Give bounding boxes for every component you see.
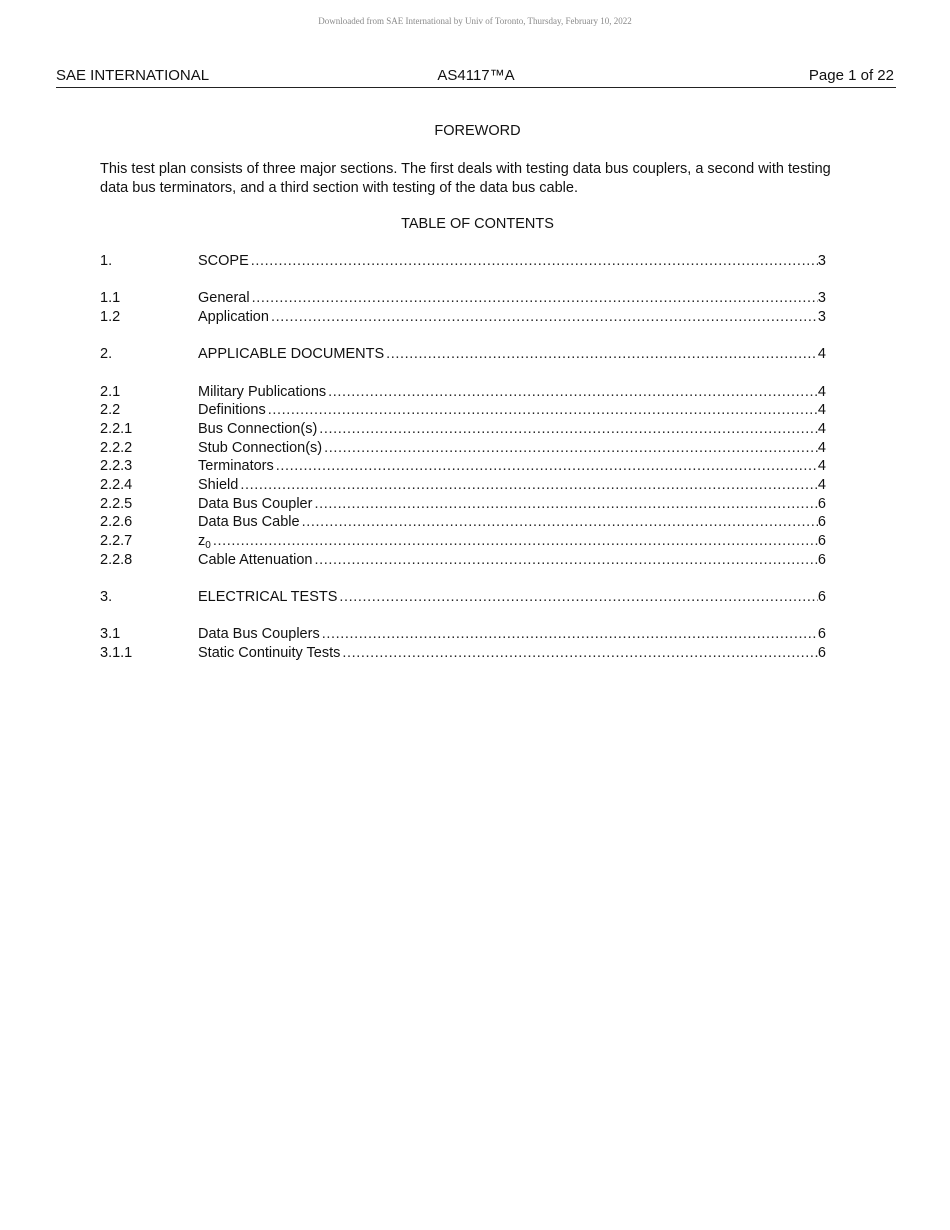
dot-leader [302,513,818,532]
toc-entry-number: 2.2.1 [100,420,133,437]
dot-leader [319,420,818,439]
toc-entry[interactable] [100,495,826,514]
toc-entry-title: General [198,290,250,307]
toc-entry-number: 2.2.2 [100,439,133,456]
toc-entry-number: 1. [100,253,113,269]
toc-entry-title: APPLICABLE DOCUMENTS [198,346,385,363]
toc-entry-number: 2.2.3 [100,458,133,475]
foreword-paragraph: This test plan consists of three major sections. The first deals with testing data bus couplers, a second with testing data bus terminators, and a third section with testing of the data bus cable. [100,161,831,196]
toc-entry-number: 3. [100,589,113,605]
toc-entry-page: 6 [817,514,826,531]
toc-entry[interactable] [100,513,826,532]
dot-leader [276,457,818,476]
toc-entry-title: SCOPE [198,253,249,269]
toc-entry-title: Application [198,308,269,325]
dot-leader [328,383,818,402]
dot-leader [324,439,818,458]
toc-entry-page: 4 [817,346,826,363]
toc-entry-number: 1.1 [100,290,121,307]
toc-entry-title [198,532,213,551]
dot-leader [386,345,818,364]
toc-entry-number: 2. [100,346,113,363]
toc-entry[interactable] [100,289,826,308]
toc-entry-title: Definitions [198,402,266,419]
dot-leader [252,289,818,308]
toc-entry[interactable] [100,457,826,476]
toc-entry-page: 6 [817,644,826,661]
toc-entry-title: Data Bus Couplers [198,626,320,643]
toc-entry-title: Stub Connection(s) [198,439,323,456]
organization-name: SAE INTERNATIONAL [56,67,210,84]
z-subscript: 0 [205,540,211,551]
dot-leader [342,644,818,663]
toc-entry[interactable] [100,439,826,458]
toc-entry[interactable] [100,476,826,495]
toc-entry-page: 6 [817,626,826,643]
toc-entry-page: 4 [817,383,826,400]
toc-entry-number: 2.2 [100,402,121,419]
toc-entry-title: Data Bus Cable [198,514,300,531]
toc-entry-page: 4 [817,476,826,493]
toc-entry-number: 2.2.5 [100,495,133,512]
toc-entry-number: 2.1 [100,383,121,400]
page-indicator: Page 1 of 22 [808,67,894,84]
toc-entry-number: 1.2 [100,308,121,325]
dot-leader [268,401,818,420]
toc-entry-page: 6 [817,551,826,568]
toc-entry-page: 6 [817,533,826,550]
toc-entry-number: 2.2.7 [100,533,133,550]
toc-entry-number: 2.2.8 [100,551,133,568]
toc-entry[interactable] [100,252,826,271]
foreword-heading: FOREWORD [434,123,521,139]
dot-leader [314,551,817,570]
toc-entry[interactable] [100,532,826,551]
toc-entry[interactable] [100,625,826,644]
toc-entry-title: Bus Connection(s) [198,420,318,437]
toc-entry-page: 6 [817,589,826,605]
toc-entry-page: 4 [817,458,826,475]
z-symbol: z [198,533,206,550]
dot-leader [213,532,818,551]
toc-entry-title: Data Bus Coupler [198,495,313,512]
table-of-contents [100,252,826,663]
dot-leader [322,625,818,644]
dot-leader [339,588,818,607]
toc-entry-page: 4 [817,402,826,419]
toc-entry[interactable] [100,383,826,402]
dot-leader [240,476,818,495]
toc-entry-number: 2.2.4 [100,476,133,493]
toc-entry-title: Shield [198,476,239,493]
dot-leader [251,252,818,271]
toc-entry-page: 3 [817,290,826,307]
dot-leader [271,308,818,327]
toc-entry-page: 4 [817,439,826,456]
toc-entry[interactable] [100,420,826,439]
toc-entry-title: ELECTRICAL TESTS [198,589,338,605]
toc-entry[interactable] [100,401,826,420]
page-header [56,67,896,88]
toc-entry[interactable] [100,308,826,327]
toc-entry[interactable] [100,551,826,570]
toc-entry[interactable] [100,345,826,364]
toc-entry-number: 2.2.6 [100,514,133,531]
toc-entry-title: Terminators [198,458,274,475]
toc-heading: TABLE OF CONTENTS [401,216,554,232]
toc-entry-page: 3 [817,253,826,269]
document-number: AS4117™A [437,67,515,84]
toc-entry[interactable] [100,588,826,607]
dot-leader [314,495,817,514]
toc-entry[interactable] [100,644,826,663]
toc-entry-title: Cable Attenuation [198,551,313,568]
toc-entry-number: 3.1 [100,626,121,643]
toc-entry-title: Military Publications [198,383,327,400]
toc-entry-title: Static Continuity Tests [198,644,341,661]
download-watermark: Downloaded from SAE International by Univ of Toronto, Thursday, February 10, 2022 [318,16,632,26]
toc-entry-number: 3.1.1 [100,644,133,661]
toc-entry-page: 4 [817,420,826,437]
toc-entry-page: 3 [817,308,826,325]
toc-entry-page: 6 [817,495,826,512]
